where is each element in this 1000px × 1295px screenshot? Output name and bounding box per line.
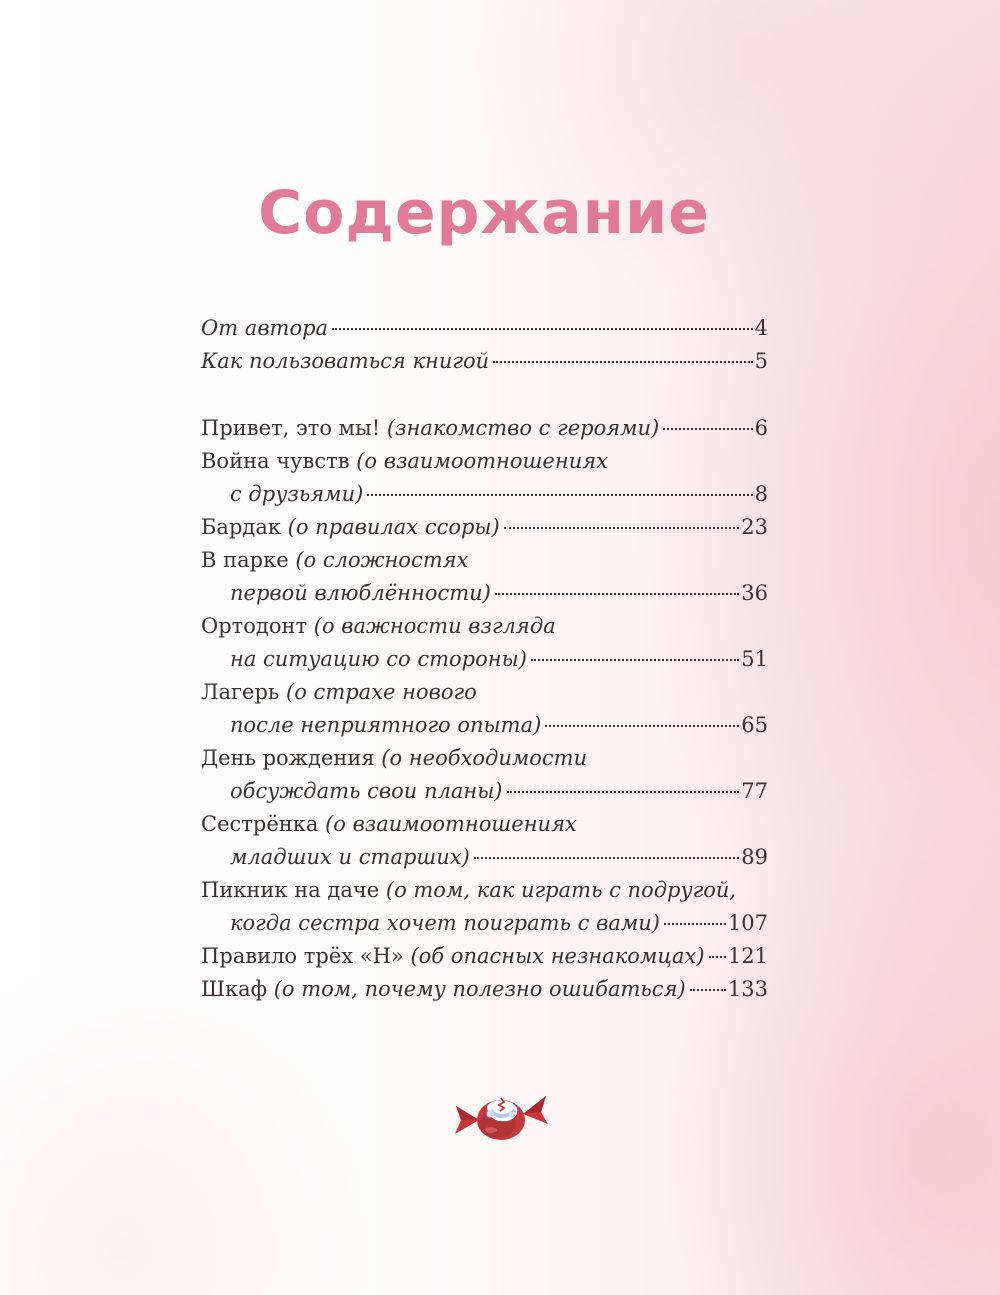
toc-entry [201, 445, 768, 478]
chapter-subtitle: на ситуацию со стороны) [230, 647, 527, 671]
toc-entry [201, 709, 768, 742]
toc-entry [201, 940, 768, 973]
toc-entry [201, 312, 768, 345]
toc-page-number: 4 [754, 316, 768, 340]
candy-icon [453, 1090, 549, 1150]
chapter-title: Привет, это мы! [201, 416, 381, 440]
chapter-subtitle: первой влюблённости) [230, 581, 491, 605]
toc-entry-text: Как пользоваться книгой [201, 349, 490, 373]
chapter-subtitle: (знакомство с героями) [386, 416, 660, 440]
chapter-title: В парке [201, 548, 289, 572]
dot-leader [367, 494, 752, 496]
toc-entry-text [201, 412, 659, 445]
toc-page-number: 77 [741, 779, 768, 803]
toc-entry-text [230, 643, 527, 676]
chapter-title: Лагерь [201, 680, 280, 704]
chapter-subtitle: (о правилах ссоры) [287, 515, 500, 539]
chapter-subtitle: с друзьями) [230, 482, 364, 506]
toc-entry [201, 345, 768, 378]
table-of-contents [201, 312, 768, 1006]
toc-entry-text: От автора [201, 316, 329, 340]
chapter-subtitle: (о важности взгляда [313, 614, 556, 638]
toc-entry [201, 973, 768, 1006]
toc-entry-text [201, 511, 500, 544]
toc-entry-text [201, 874, 736, 907]
toc-entry [201, 676, 768, 709]
page-title: Содержание [258, 178, 710, 248]
chapter-subtitle: обсуждать свои планы) [230, 779, 503, 803]
toc-entry [201, 478, 768, 511]
dot-leader [332, 328, 753, 330]
toc-entry-text [201, 940, 705, 973]
toc-entry [201, 808, 768, 841]
toc-page-number: 107 [727, 911, 768, 935]
toc-entry-text [230, 478, 363, 511]
toc-page-number: 89 [741, 845, 768, 869]
chapter-title: Ортодонт [201, 614, 308, 638]
chapter-subtitle: (о взаимоотношениях [325, 812, 577, 836]
toc-entry-text [201, 445, 608, 478]
chapter-title: Сестрёнка [201, 812, 319, 836]
toc-entry [201, 511, 768, 544]
toc-entry-text [201, 808, 577, 841]
toc-entry [201, 742, 768, 775]
chapter-title: Шкаф [201, 977, 268, 1001]
toc-page-number: 51 [741, 647, 768, 671]
chapter-subtitle: (о сложностях [295, 548, 469, 572]
toc-page-number: 121 [727, 944, 768, 968]
toc-entry [201, 907, 768, 940]
chapter-title: Война чувств [201, 449, 350, 473]
toc-page-number: 133 [727, 977, 768, 1001]
chapter-subtitle: младших и старших) [230, 845, 470, 869]
dot-leader [493, 361, 752, 363]
chapter-subtitle: (о том, как играть с подругой, [385, 878, 737, 902]
chapter-subtitle: (о том, почему полезно ошибаться) [273, 977, 686, 1001]
toc-entry-text [201, 544, 468, 577]
toc-entry-text [230, 577, 491, 610]
toc-page-number: 6 [754, 416, 768, 440]
chapter-title: Правило трёх «Н» [201, 944, 404, 968]
toc-entry [201, 610, 768, 643]
toc-entry-text [230, 841, 470, 874]
toc-entry [201, 841, 768, 874]
dot-leader [690, 989, 726, 991]
dot-leader [495, 593, 739, 595]
toc-entry [201, 775, 768, 808]
toc-page-number: 65 [741, 713, 768, 737]
dot-leader [709, 956, 726, 958]
dot-leader [531, 659, 739, 661]
chapter-subtitle: (о необходимости [381, 746, 588, 770]
chapter-subtitle: (о страхе нового [286, 680, 477, 704]
toc-entry [201, 643, 768, 676]
toc-entry-text [230, 775, 503, 808]
toc-page-number: 36 [741, 581, 768, 605]
toc-entry [201, 544, 768, 577]
dot-leader [474, 857, 739, 859]
toc-entry-text [201, 676, 477, 709]
chapter-list [201, 412, 768, 1006]
dot-leader [663, 428, 752, 430]
chapter-subtitle: когда сестра хочет поиграть с вами) [230, 911, 660, 935]
chapter-subtitle: (об опасных незнакомцах) [410, 944, 705, 968]
chapter-subtitle: (о взаимоотношениях [356, 449, 608, 473]
dot-leader [545, 725, 739, 727]
dot-leader [507, 791, 740, 793]
chapter-title: Бардак [201, 515, 281, 539]
chapter-title: Пикник на даче [201, 878, 380, 902]
toc-entry-text [201, 610, 556, 643]
toc-entry [201, 874, 768, 907]
toc-entry [201, 577, 768, 610]
toc-entry-text [201, 973, 686, 1006]
toc-page-number: 23 [741, 515, 768, 539]
chapter-subtitle: после неприятного опыта) [230, 713, 542, 737]
toc-entry-text [230, 709, 541, 742]
toc-page-number: 5 [754, 349, 768, 373]
toc-entry-text [230, 907, 660, 940]
toc-page-number: 8 [754, 482, 768, 506]
dot-leader [504, 527, 740, 529]
toc-entry [201, 412, 768, 445]
section-gap [201, 378, 768, 412]
dot-leader [664, 923, 726, 925]
toc-entry-text [201, 742, 587, 775]
chapter-title: День рождения [201, 746, 375, 770]
